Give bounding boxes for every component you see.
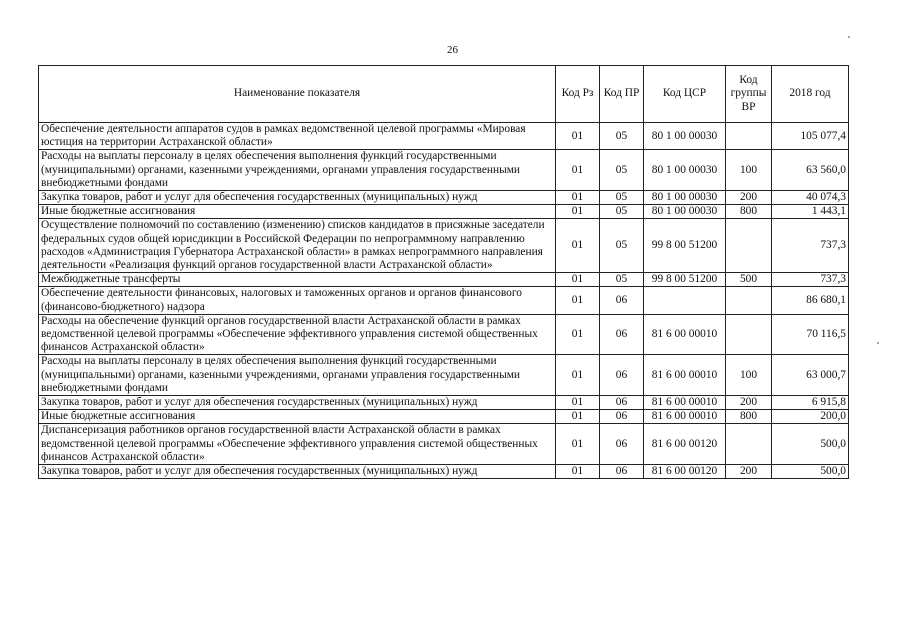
table-row	[39, 396, 849, 410]
header-amount: 2018 год	[772, 66, 849, 123]
table-row	[39, 273, 849, 287]
row-name: Расходы на обеспечение функций органов государственной власти Астраханской области в рамках ведомственной целевой программы «Обеспечение эффективного управления системой общественных финансов Астраханской области»	[39, 314, 556, 355]
row-amount: 200,0	[772, 410, 849, 424]
row-amount: 500,0	[772, 424, 849, 465]
row-pr: 05	[600, 273, 644, 287]
table-row	[39, 191, 849, 205]
row-amount: 500,0	[772, 465, 849, 479]
row-rz: 01	[556, 396, 600, 410]
row-csr: 80 1 00 00030	[644, 191, 726, 205]
row-pr: 05	[600, 205, 644, 219]
row-vr: 200	[726, 465, 772, 479]
row-csr: 99 8 00 51200	[644, 219, 726, 273]
row-rz: 01	[556, 150, 600, 191]
row-name: Закупка товаров, работ и услуг для обеспечения государственных (муниципальных) нужд	[39, 465, 556, 479]
row-rz: 01	[556, 287, 600, 314]
row-vr: 200	[726, 191, 772, 205]
row-name: Закупка товаров, работ и услуг для обеспечения государственных (муниципальных) нужд	[39, 191, 556, 205]
row-vr: 800	[726, 410, 772, 424]
row-csr: 80 1 00 00030	[644, 123, 726, 150]
row-amount: 70 116,5	[772, 314, 849, 355]
row-pr: 06	[600, 465, 644, 479]
row-vr	[726, 424, 772, 465]
budget-table	[38, 65, 849, 479]
row-vr: 500	[726, 273, 772, 287]
row-csr: 80 1 00 00030	[644, 150, 726, 191]
row-amount: 63 000,7	[772, 355, 849, 396]
row-vr	[726, 314, 772, 355]
row-name: Расходы на выплаты персоналу в целях обеспечения выполнения функций государственными (муниципальными) органами, казенными учреждениями, органами управления государственными внебюджетными фондами	[39, 150, 556, 191]
row-csr	[644, 287, 726, 314]
row-vr: 200	[726, 396, 772, 410]
row-rz: 01	[556, 424, 600, 465]
row-csr: 81 6 00 00010	[644, 396, 726, 410]
row-name: Закупка товаров, работ и услуг для обеспечения государственных (муниципальных) нужд	[39, 396, 556, 410]
row-vr: 100	[726, 150, 772, 191]
row-name: Иные бюджетные ассигнования	[39, 410, 556, 424]
row-amount: 737,3	[772, 219, 849, 273]
row-name: Осуществление полномочий по составлению (изменению) списков кандидатов в присяжные заседатели федеральных судов общей юрисдикции в Российской Федерации по непрограммному направлению расходов «Администрация Губернатора Астраханской области» в рамках непрограммного направления деятельности «Реализация функций органов государственной власти Астраханской области»	[39, 219, 556, 273]
row-amount: 63 560,0	[772, 150, 849, 191]
row-name: Расходы на выплаты персоналу в целях обеспечения выполнения функций государственными (муниципальными) органами, казенными учреждениями, органами управления государственными внебюджетными фондами	[39, 355, 556, 396]
header-pr: Код ПР	[600, 66, 644, 123]
row-pr: 05	[600, 150, 644, 191]
row-rz: 01	[556, 219, 600, 273]
table-row	[39, 410, 849, 424]
table-header-row	[39, 66, 849, 123]
table-row	[39, 150, 849, 191]
row-pr: 06	[600, 410, 644, 424]
row-rz: 01	[556, 355, 600, 396]
header-rz: Код Рз	[556, 66, 600, 123]
row-csr: 80 1 00 00030	[644, 205, 726, 219]
row-pr: 06	[600, 396, 644, 410]
row-rz: 01	[556, 410, 600, 424]
row-rz: 01	[556, 123, 600, 150]
row-rz: 01	[556, 205, 600, 219]
row-csr: 81 6 00 00120	[644, 465, 726, 479]
row-rz: 01	[556, 273, 600, 287]
table-row	[39, 465, 849, 479]
table-row	[39, 219, 849, 273]
row-amount: 737,3	[772, 273, 849, 287]
scan-speck	[877, 342, 879, 344]
row-pr: 05	[600, 123, 644, 150]
page-number: 26	[447, 44, 458, 56]
row-pr: 05	[600, 191, 644, 205]
row-csr: 81 6 00 00010	[644, 355, 726, 396]
row-csr: 81 6 00 00010	[644, 314, 726, 355]
row-pr: 06	[600, 314, 644, 355]
table-row	[39, 123, 849, 150]
row-amount: 86 680,1	[772, 287, 849, 314]
row-csr: 81 6 00 00010	[644, 410, 726, 424]
row-amount: 40 074,3	[772, 191, 849, 205]
row-vr	[726, 287, 772, 314]
table-row	[39, 355, 849, 396]
row-rz: 01	[556, 314, 600, 355]
table-row	[39, 287, 849, 314]
row-name: Иные бюджетные ассигнования	[39, 205, 556, 219]
row-rz: 01	[556, 465, 600, 479]
row-rz: 01	[556, 191, 600, 205]
table-row	[39, 205, 849, 219]
row-amount: 6 915,8	[772, 396, 849, 410]
row-pr: 05	[600, 219, 644, 273]
row-vr: 800	[726, 205, 772, 219]
header-name: Наименование показателя	[39, 66, 556, 123]
row-vr: 100	[726, 355, 772, 396]
row-amount: 105 077,4	[772, 123, 849, 150]
row-pr: 06	[600, 355, 644, 396]
header-csr: Код ЦСР	[644, 66, 726, 123]
table-row	[39, 424, 849, 465]
row-csr: 99 8 00 51200	[644, 273, 726, 287]
row-amount: 1 443,1	[772, 205, 849, 219]
row-name: Обеспечение деятельности аппаратов судов в рамках ведомственной целевой программы «Мировая юстиция на территории Астраханской области»	[39, 123, 556, 150]
row-name: Диспансеризация работников органов государственной власти Астраханской области в рамках ведомственной целевой программы «Обеспечение эффективного управления системой общественных финансов Астраханской области»	[39, 424, 556, 465]
table-row	[39, 314, 849, 355]
header-vr: Код группы ВР	[726, 66, 772, 123]
row-name: Обеспечение деятельности финансовых, налоговых и таможенных органов и органов финансового (финансово-бюджетного) надзора	[39, 287, 556, 314]
row-vr	[726, 219, 772, 273]
row-csr: 81 6 00 00120	[644, 424, 726, 465]
row-pr: 06	[600, 424, 644, 465]
row-vr	[726, 123, 772, 150]
row-pr: 06	[600, 287, 644, 314]
scan-speck	[848, 36, 850, 38]
row-name: Межбюджетные трансферты	[39, 273, 556, 287]
